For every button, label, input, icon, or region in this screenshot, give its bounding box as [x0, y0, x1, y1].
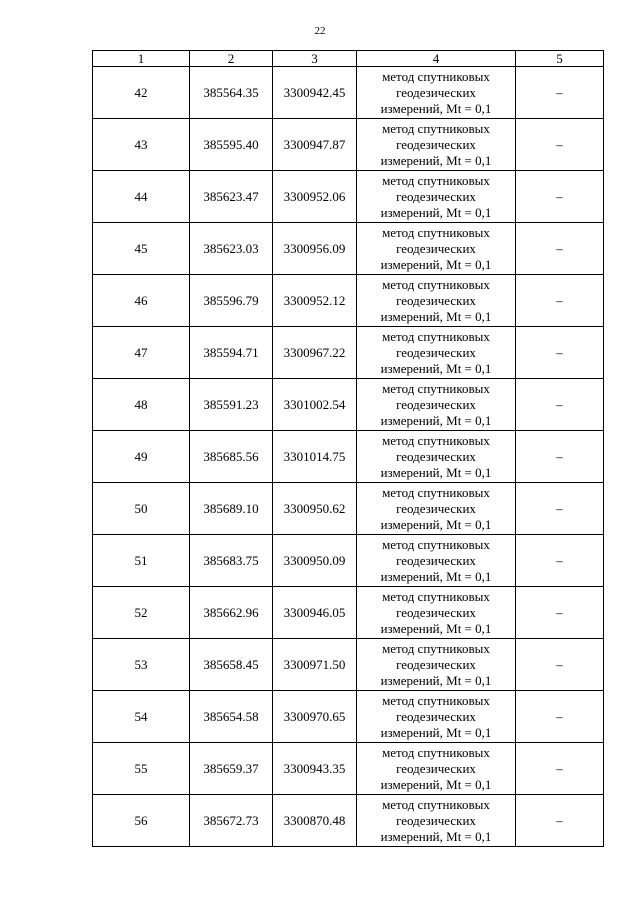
table-row [93, 223, 604, 275]
note-cell: – [516, 67, 604, 119]
page-number: 22 [314, 25, 326, 37]
method-line: геодезических [396, 708, 476, 724]
method-line: метод спутниковых [382, 120, 490, 136]
method-line: измерений, Mt = 0,1 [380, 672, 492, 688]
method-line: метод спутниковых [382, 640, 490, 656]
method-line: геодезических [396, 292, 476, 308]
note-cell: – [516, 535, 604, 587]
table-row [93, 171, 604, 223]
method-line: геодезических [396, 188, 476, 204]
method-line: метод спутниковых [382, 796, 490, 812]
method-cell [357, 275, 516, 327]
y-coordinate-cell: 3300952.12 [273, 275, 357, 327]
column-header-3: 3 [273, 51, 357, 67]
method-line: измерений, Mt = 0,1 [380, 152, 492, 168]
x-coordinate-cell: 385662.96 [190, 587, 273, 639]
method-line: геодезических [396, 136, 476, 152]
method-line: метод спутниковых [382, 536, 490, 552]
x-coordinate-cell: 385685.56 [190, 431, 273, 483]
method-cell [357, 171, 516, 223]
method-line: метод спутниковых [382, 172, 490, 188]
method-line: измерений, Mt = 0,1 [380, 360, 492, 376]
method-line: геодезических [396, 84, 476, 100]
point-number-cell: 48 [93, 379, 190, 431]
method-line: измерений, Mt = 0,1 [380, 464, 492, 480]
x-coordinate-cell: 385654.58 [190, 691, 273, 743]
coordinates-table [92, 50, 604, 847]
table-body [93, 67, 604, 847]
table-row [93, 587, 604, 639]
method-cell [357, 483, 516, 535]
method-line: метод спутниковых [382, 744, 490, 760]
point-number-cell: 44 [93, 171, 190, 223]
table-row [93, 379, 604, 431]
method-line: измерений, Mt = 0,1 [380, 256, 492, 272]
method-cell [357, 327, 516, 379]
method-line: геодезических [396, 344, 476, 360]
point-number-cell: 43 [93, 119, 190, 171]
table-row [93, 327, 604, 379]
column-header-2: 2 [190, 51, 273, 67]
table-row [93, 275, 604, 327]
method-line: геодезических [396, 552, 476, 568]
note-cell: – [516, 275, 604, 327]
table-row [93, 639, 604, 691]
x-coordinate-cell: 385672.73 [190, 795, 273, 847]
method-line: измерений, Mt = 0,1 [380, 204, 492, 220]
x-coordinate-cell: 385689.10 [190, 483, 273, 535]
method-line: измерений, Mt = 0,1 [380, 620, 492, 636]
x-coordinate-cell: 385595.40 [190, 119, 273, 171]
method-line: геодезических [396, 604, 476, 620]
y-coordinate-cell: 3300971.50 [273, 639, 357, 691]
y-coordinate-cell: 3300946.05 [273, 587, 357, 639]
point-number-cell: 49 [93, 431, 190, 483]
point-number-cell: 55 [93, 743, 190, 795]
y-coordinate-cell: 3300950.09 [273, 535, 357, 587]
note-cell: – [516, 691, 604, 743]
y-coordinate-cell: 3300952.06 [273, 171, 357, 223]
method-line: геодезических [396, 448, 476, 464]
method-cell [357, 587, 516, 639]
x-coordinate-cell: 385683.75 [190, 535, 273, 587]
note-cell: – [516, 327, 604, 379]
table-row [93, 119, 604, 171]
column-header-4: 4 [357, 51, 516, 67]
method-line: измерений, Mt = 0,1 [380, 776, 492, 792]
x-coordinate-cell: 385594.71 [190, 327, 273, 379]
table-row [93, 743, 604, 795]
method-cell [357, 119, 516, 171]
note-cell: – [516, 431, 604, 483]
table-row [93, 535, 604, 587]
method-line: геодезических [396, 240, 476, 256]
y-coordinate-cell: 3300870.48 [273, 795, 357, 847]
y-coordinate-cell: 3301014.75 [273, 431, 357, 483]
method-line: метод спутниковых [382, 380, 490, 396]
method-line: метод спутниковых [382, 484, 490, 500]
point-number-cell: 50 [93, 483, 190, 535]
note-cell: – [516, 795, 604, 847]
point-number-cell: 56 [93, 795, 190, 847]
method-cell [357, 431, 516, 483]
y-coordinate-cell: 3300950.62 [273, 483, 357, 535]
point-number-cell: 54 [93, 691, 190, 743]
table-row [93, 483, 604, 535]
y-coordinate-cell: 3300943.35 [273, 743, 357, 795]
method-line: измерений, Mt = 0,1 [380, 516, 492, 532]
note-cell: – [516, 587, 604, 639]
note-cell: – [516, 639, 604, 691]
x-coordinate-cell: 385564.35 [190, 67, 273, 119]
point-number-cell: 46 [93, 275, 190, 327]
method-line: измерений, Mt = 0,1 [380, 724, 492, 740]
point-number-cell: 45 [93, 223, 190, 275]
table-row [93, 431, 604, 483]
method-line: измерений, Mt = 0,1 [380, 412, 492, 428]
x-coordinate-cell: 385596.79 [190, 275, 273, 327]
x-coordinate-cell: 385591.23 [190, 379, 273, 431]
y-coordinate-cell: 3301002.54 [273, 379, 357, 431]
method-line: геодезических [396, 656, 476, 672]
point-number-cell: 52 [93, 587, 190, 639]
method-line: измерений, Mt = 0,1 [380, 100, 492, 116]
note-cell: – [516, 119, 604, 171]
method-cell [357, 535, 516, 587]
method-line: измерений, Mt = 0,1 [380, 568, 492, 584]
point-number-cell: 42 [93, 67, 190, 119]
column-header-5: 5 [516, 51, 604, 67]
y-coordinate-cell: 3300947.87 [273, 119, 357, 171]
method-line: метод спутниковых [382, 224, 490, 240]
method-line: измерений, Mt = 0,1 [380, 828, 492, 844]
method-cell [357, 743, 516, 795]
method-line: геодезических [396, 812, 476, 828]
method-line: измерений, Mt = 0,1 [380, 308, 492, 324]
point-number-cell: 47 [93, 327, 190, 379]
method-cell [357, 67, 516, 119]
method-line: метод спутниковых [382, 692, 490, 708]
method-line: метод спутниковых [382, 588, 490, 604]
y-coordinate-cell: 3300956.09 [273, 223, 357, 275]
table-row [93, 67, 604, 119]
method-cell [357, 379, 516, 431]
table-row [93, 691, 604, 743]
x-coordinate-cell: 385658.45 [190, 639, 273, 691]
table-header-row [93, 51, 604, 67]
method-line: метод спутниковых [382, 328, 490, 344]
method-cell [357, 639, 516, 691]
method-line: метод спутниковых [382, 276, 490, 292]
point-number-cell: 53 [93, 639, 190, 691]
x-coordinate-cell: 385623.03 [190, 223, 273, 275]
method-line: геодезических [396, 500, 476, 516]
note-cell: – [516, 379, 604, 431]
method-cell [357, 691, 516, 743]
method-line: метод спутниковых [382, 68, 490, 84]
note-cell: – [516, 743, 604, 795]
x-coordinate-cell: 385623.47 [190, 171, 273, 223]
method-cell [357, 795, 516, 847]
note-cell: – [516, 223, 604, 275]
method-line: геодезических [396, 396, 476, 412]
method-cell [357, 223, 516, 275]
method-line: метод спутниковых [382, 432, 490, 448]
table-row [93, 795, 604, 847]
y-coordinate-cell: 3300942.45 [273, 67, 357, 119]
note-cell: – [516, 483, 604, 535]
y-coordinate-cell: 3300967.22 [273, 327, 357, 379]
x-coordinate-cell: 385659.37 [190, 743, 273, 795]
note-cell: – [516, 171, 604, 223]
y-coordinate-cell: 3300970.65 [273, 691, 357, 743]
method-line: геодезических [396, 760, 476, 776]
column-header-1: 1 [93, 51, 190, 67]
point-number-cell: 51 [93, 535, 190, 587]
